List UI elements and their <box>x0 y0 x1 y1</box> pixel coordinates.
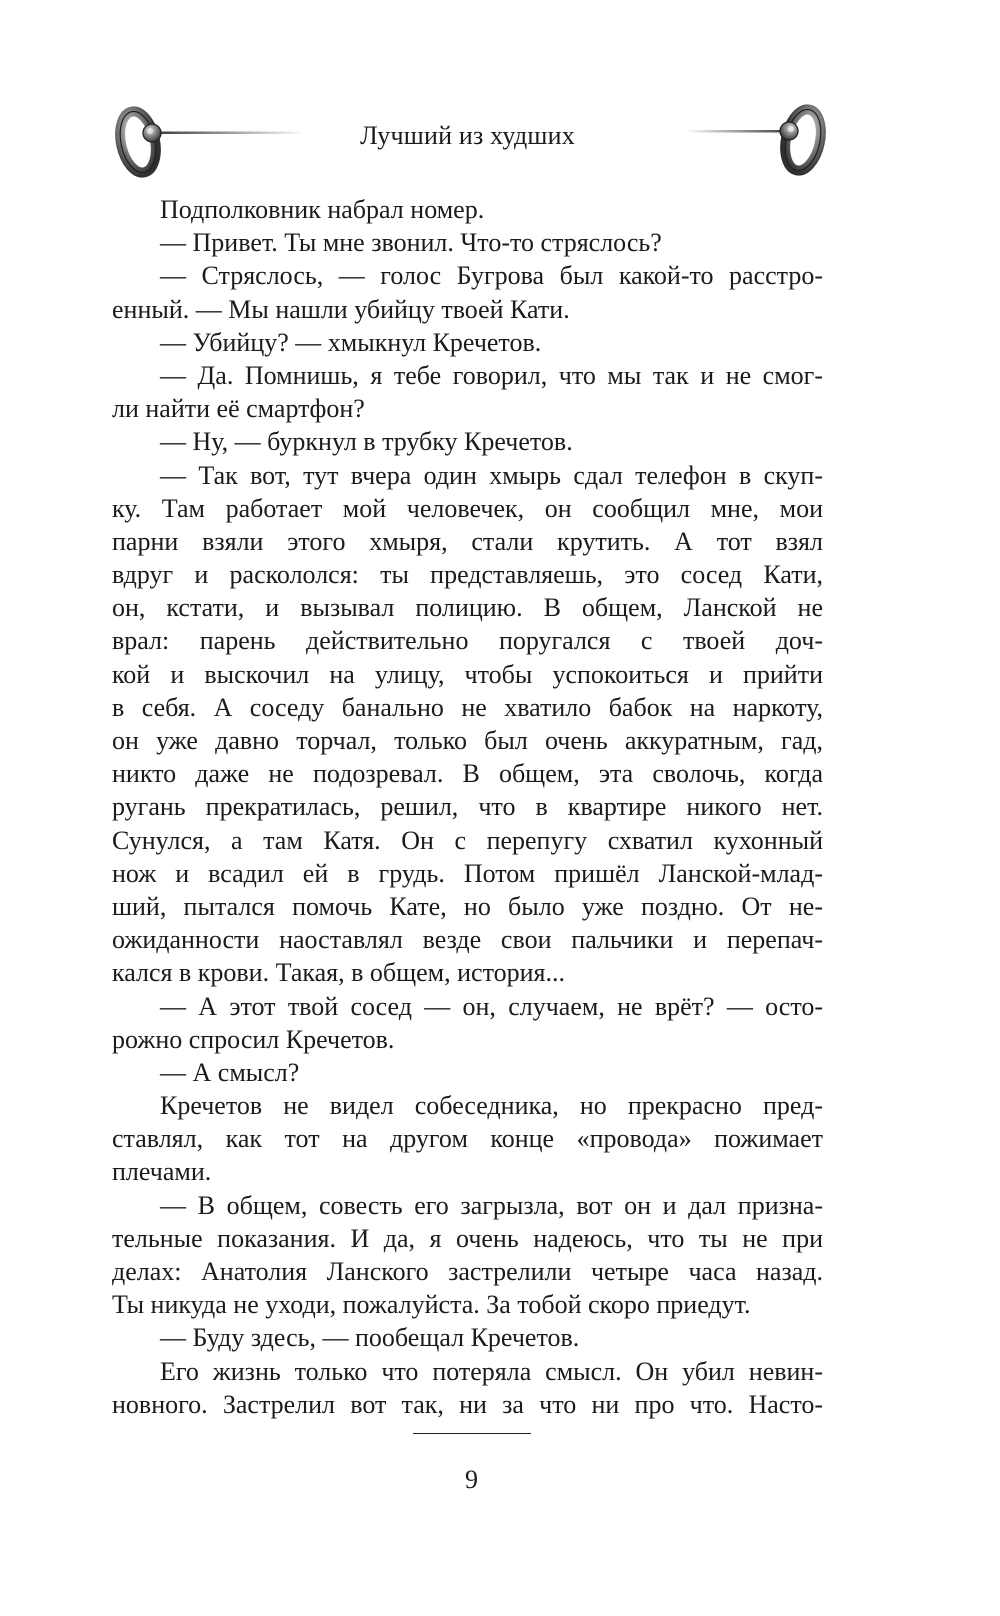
paragraph <box>112 990 823 1056</box>
body-text <box>112 193 823 1421</box>
text-line: ругань прекратилась, решил, что в квартире никого нет. <box>112 792 823 822</box>
paragraph <box>112 1089 823 1189</box>
text-line: ку. Там работает мой человечек, он сообщил мне, мои <box>112 493 823 523</box>
text-line: ставлял, как тот на другом конце «провода» пожимает <box>112 1124 823 1154</box>
paragraph <box>112 459 823 990</box>
text-line: парни взяли этого хмыря, стали крутить. А тот взял <box>112 526 823 556</box>
text-line: — Да. Помнишь, я тебе говорил, что мы так и не смог- <box>160 360 823 390</box>
text-line: кался в крови. Такая, в общем, история... <box>112 958 565 988</box>
text-line: ли найти её смартфон? <box>112 394 365 424</box>
text-line: вдруг и раскололся: ты представляешь, это сосед Кати, <box>112 560 823 590</box>
text-line: — А этот твой сосед — он, случаем, не врёт? — осто- <box>160 991 823 1021</box>
text-line: Кречетов не видел собеседника, но прекрасно пред- <box>160 1091 823 1121</box>
text-line: — В общем, совесть его загрызла, вот он и дал призна- <box>160 1190 823 1220</box>
text-line: ожиданности наоставлял везде свои пальчики и перепач- <box>112 925 823 955</box>
text-line: Сунулся, а там Катя. Он с перепугу схватил кухонный <box>112 825 823 855</box>
text-line: нож и всадил ей в грудь. Потом пришёл Ланской-млад- <box>112 858 823 888</box>
text-line: врал: парень действительно поругался с твоей доч- <box>112 626 823 656</box>
paragraph <box>112 1355 823 1421</box>
text-line: — А смысл? <box>160 1057 300 1087</box>
text-line: — Стряслось, — голос Бугрова был какой-то расстро- <box>160 261 823 291</box>
text-line: тельные показания. И да, я очень надеюсь, что ты не при <box>112 1223 823 1253</box>
text-line: енный. — Мы нашли убийцу твоей Кати. <box>112 294 570 324</box>
paragraph <box>112 326 823 359</box>
text-line: ший, пытался помочь Кате, но было уже поздно. От не- <box>112 891 823 921</box>
text-line: плечами. <box>112 1157 212 1187</box>
running-head-title: Лучший из худших <box>360 121 575 150</box>
text-line: Его жизнь только что потеряла смысл. Он убил невин- <box>160 1356 823 1386</box>
text-line: кой и выскочил на улицу, чтобы успокоиться и прийти <box>112 659 823 689</box>
paragraph <box>112 193 823 226</box>
paragraph <box>112 259 823 325</box>
paragraph <box>112 425 823 458</box>
text-line: — Буду здесь, — пообещал Кречетов. <box>160 1323 580 1353</box>
text-line: рожно спросил Кречетов. <box>112 1024 395 1054</box>
folio-rule <box>413 1433 531 1434</box>
page-number: 9 <box>465 1465 478 1494</box>
text-line: никто даже не подозревал. В общем, эта сволочь, когда <box>112 759 823 789</box>
text-line: Ты никуда не уходи, пожалуйста. За тобой скоро приедут. <box>112 1290 751 1320</box>
paragraph <box>112 1189 823 1322</box>
text-line: Подполковник набрал номер. <box>160 195 485 224</box>
text-line: — Так вот, тут вчера один хмырь сдал телефон в скуп- <box>160 460 823 490</box>
text-line: он уже давно торчал, только был очень аккуратным, гад, <box>112 726 823 755</box>
paragraph <box>112 1321 823 1354</box>
text-line: в себя. А соседу банально не хватило бабок на наркоту, <box>112 692 823 722</box>
text-line: он, кстати, и вызывал полицию. В общем, Ланской не <box>112 593 823 623</box>
text-line: новного. Застрелил вот так, ни за что ни про что. Насто- <box>112 1389 823 1419</box>
paragraph <box>112 359 823 425</box>
paragraph <box>112 226 823 259</box>
text-line: — Ну, — буркнул в трубку Кречетов. <box>160 427 573 457</box>
text-line: — Убийцу? — хмыкнул Кречетов. <box>160 327 542 357</box>
text-line: — Привет. Ты мне звонил. Что-то стряслось? <box>160 228 662 258</box>
paragraph <box>112 1056 823 1089</box>
text-line: делах: Анатолия Ланского застрелили четыре часа назад. <box>112 1257 823 1286</box>
